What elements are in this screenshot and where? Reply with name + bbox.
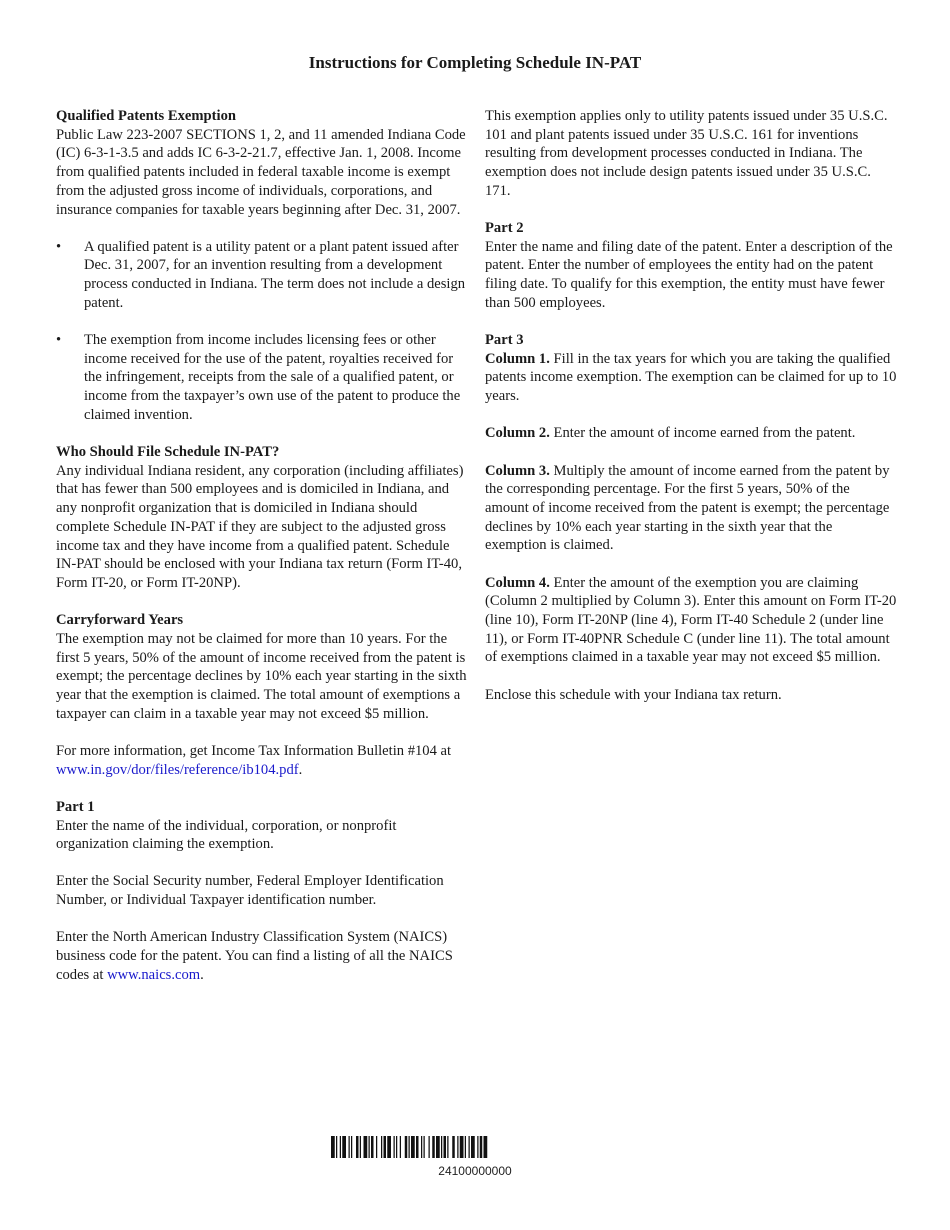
carryforward-text: The exemption may not be claimed for more than 10 years. For the first 5 years, 50% of the amount of income received from the patent is exempt; the percentage declines by 10% each year starting in the sixth year that the exemption is claimed. The total amount of exemptions a taxpayer can claim in a taxable year may not exceed $5 million. bbox=[56, 630, 467, 722]
column4-instruction bbox=[485, 574, 897, 668]
part1-naics-end: . bbox=[200, 966, 204, 983]
more-info-end: . bbox=[298, 761, 303, 778]
part3-heading: Part 3 bbox=[485, 332, 524, 349]
column3-instruction bbox=[485, 462, 897, 556]
column1-text: Fill in the tax years for which you are taking the qualified patents income exemption. The exemption can be claimed for up to 10 years. bbox=[485, 350, 897, 405]
part1-id-text: Enter the Social Security number, Federal Employer Identification Number, or Individual Taxpayer identification number. bbox=[56, 873, 444, 909]
part1-naics-paragraph bbox=[56, 928, 468, 984]
enclose-instruction: Enclose this schedule with your Indiana tax return. bbox=[485, 686, 782, 703]
page-title: Instructions for Completing Schedule IN-PAT bbox=[308, 53, 642, 72]
qualified-patents-heading: Qualified Patents Exemption bbox=[56, 108, 236, 124]
bullet-text: A qualified patent is a utility patent or a plant patent issued after Dec. 31, 2007, for an invention resulting from a development process conducted in Indiana. The term does not include a design patent. bbox=[84, 238, 466, 311]
barcode-image bbox=[330, 1136, 620, 1158]
part1-naics-text: Enter the North American Industry Classification System (NAICS) business code for the patent. You can find a listing of all the NAICS codes at bbox=[56, 929, 453, 983]
part1-name-text: Enter the name of the individual, corporation, or nonprofit organization claiming the exemption. bbox=[56, 817, 397, 853]
qualified-patents-text: Public Law 223-2007 SECTIONS 1, 2, and 11 amended Indiana Code (IC) 6-3-1-3.5 and adds IC 6-3-2-21.7, effective Jan. 1, 2008. Income from qualified patents included in federal taxable income is exempt from the adjusted gross income of individuals, corporations, and insurance companies for taxable years beginning after Dec. 31, 2007. bbox=[56, 126, 466, 218]
column4-label: Column 4. bbox=[485, 574, 550, 591]
column2-label: Column 2. bbox=[485, 425, 550, 442]
bullet-icon: • bbox=[56, 238, 62, 255]
right-column bbox=[485, 107, 897, 723]
who-should-file-heading: Who Should File Schedule IN-PAT? bbox=[56, 444, 280, 461]
more-info-paragraph bbox=[56, 742, 468, 779]
column3-label: Column 3. bbox=[485, 462, 550, 479]
column4-text: Enter the amount of the exemption you are claiming (Column 2 multiplied by Column 3). Enter this amount on Form IT-20 (line 10), Form IT-20NP (line 4), Form IT-40 Schedule 2 (under line 11), or Form IT-40PNR Schedule C (under line 11). The total amount of exemptions claimed in a taxable year may not exceed $5 million. bbox=[485, 574, 897, 666]
qualified-patents-bullets bbox=[56, 238, 468, 425]
naics-link[interactable]: www.naics.com bbox=[107, 966, 201, 983]
barcode bbox=[330, 1136, 620, 1178]
more-info-text: For more information, get Income Tax Information Bulletin #104 at bbox=[56, 742, 452, 759]
column2-text: Enter the amount of income earned from the patent. bbox=[549, 425, 856, 442]
exemption-scope-text: This exemption applies only to utility patents issued under 35 U.S.C. 101 and plant patents issued under 35 U.S.C. 161 for inventions resulting from development processes conducted in Indiana. The exemption does not include design patents issued under 35 U.S.C. 171. bbox=[485, 108, 888, 199]
bullet-item bbox=[56, 331, 468, 425]
part2-text: Enter the name and filing date of the patent. Enter a description of the patent. Enter the number of employees the entity had on the patent filing date. To qualify for this exemption, the entity must have fewer than 500 employees. bbox=[485, 238, 893, 311]
column1-label: Column 1. bbox=[485, 350, 550, 367]
barcode-number: 24100000000 bbox=[438, 1163, 512, 1178]
column1-instruction bbox=[485, 350, 897, 406]
left-column bbox=[56, 107, 468, 1003]
part2-heading: Part 2 bbox=[485, 220, 524, 237]
bullet-text: The exemption from income includes licensing fees or other income received for the use of the patent, royalties received for the infringement, receipts from the sale of a qualified patent, or income from the taxpayer’s own use of the patent to produce the claimed invention. bbox=[84, 332, 461, 423]
bullet-icon: • bbox=[56, 332, 62, 349]
column2-instruction bbox=[485, 424, 897, 443]
bulletin-link[interactable]: www.in.gov/dor/files/reference/ib104.pdf bbox=[56, 761, 299, 778]
who-should-file-text: Any individual Indiana resident, any corporation (including affiliates) that has fewer than 500 employees and is domiciled in Indiana, and any nonprofit organization that is domiciled in Indiana should complete Schedule IN-PAT if they are subject to the adjusted gross income tax and they have income from a qualified patent. Schedule IN-PAT should be enclosed with your Indiana tax return (Form IT-40, Form IT-20, or Form IT-20NP). bbox=[56, 462, 464, 591]
carryforward-heading: Carryforward Years bbox=[56, 612, 184, 629]
bullet-item bbox=[56, 238, 468, 313]
column3-text: Multiply the amount of income earned from the patent by the corresponding percentage. For the first 5 years, 50% of the amount of income received from the patent is exempt; the percentage declines by 10% each year starting in the sixth year that the exemption is claimed. bbox=[485, 462, 890, 554]
part1-heading: Part 1 bbox=[56, 798, 95, 815]
